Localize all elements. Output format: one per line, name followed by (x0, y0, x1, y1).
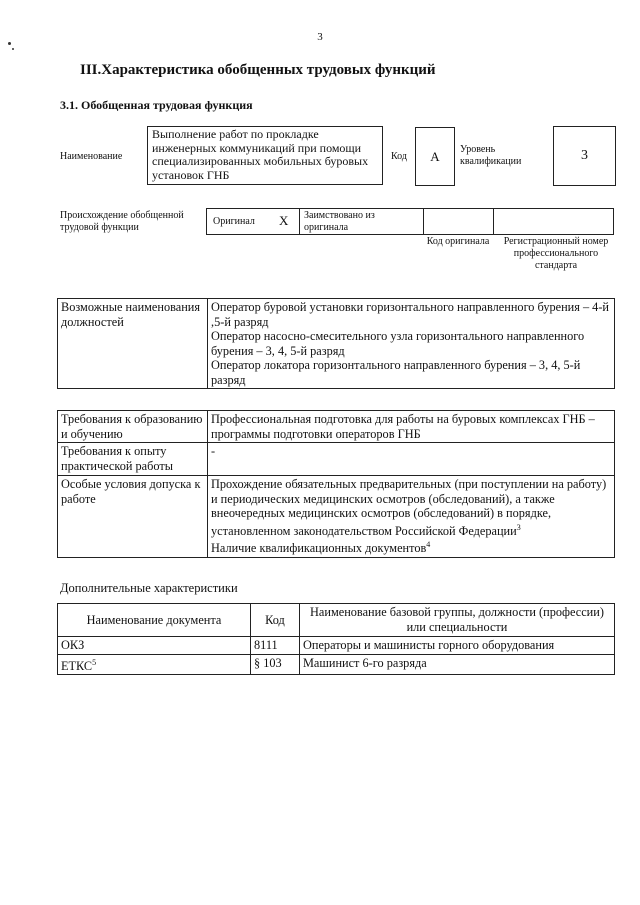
origin-original-label: Оригинал (213, 216, 255, 227)
column-header: Наименование документа (58, 604, 251, 637)
requirement-value: Профессиональная подготовка для работы на буровых комплексах ГНБ – программы подготовки операторов ГНБ (208, 411, 615, 443)
footnote-ref: 4 (426, 540, 431, 550)
positions-table (57, 298, 615, 389)
doc-cell (58, 637, 251, 655)
origin-code-cell (424, 209, 494, 234)
additional-title: Дополнительные характеристики (60, 581, 238, 595)
column-header: Код (251, 604, 300, 637)
table-row (58, 476, 615, 558)
origin-original-cell (207, 209, 300, 234)
additional-table (57, 603, 615, 675)
positions-label: Возможные наименования должностей (58, 299, 208, 389)
name-label: Наименование (60, 151, 123, 162)
code-label: Код (391, 151, 407, 162)
page-number: 3 (317, 31, 323, 43)
table-row (58, 299, 615, 389)
level-box (553, 126, 616, 186)
doc-cell (58, 654, 251, 675)
level-label: Уровень квалификации (460, 144, 522, 167)
code-cell: § 103 (251, 654, 300, 675)
position-line: Оператор буровой установки горизонтального направленного бурения – 4-й ,5-й разряд (211, 300, 610, 329)
origin-reg-cell (494, 209, 614, 234)
requirement-label: Требования к опыту практической работы (58, 443, 208, 476)
table-header-row (58, 604, 615, 637)
origin-table (206, 208, 614, 235)
origin-label: Происхождение обобщенной трудовой функции (60, 210, 184, 233)
name-cell: Машинист 6-го разряда (300, 654, 615, 675)
column-header: Наименование базовой группы, должности (профессии) или специальности (300, 604, 615, 637)
requirements-table (57, 410, 615, 558)
doc-name: ОКЗ (61, 638, 85, 652)
function-name-box: Выполнение работ по прокладке инженерных коммуникаций при помощи специализированных мобильных буровых установок ГНБ (147, 126, 383, 185)
doc-name: ЕТКС (61, 658, 93, 673)
requirement-label: Особые условия допуска к работе (58, 476, 208, 558)
requirement-text: Наличие квалификационных документов (211, 541, 427, 556)
requirement-text: Прохождение обязательных предварительных (при поступлении на работу) и периодических медицинских осмотров (обследований), а также внеочередных медицинских осмотров (обследований) в порядке, установленном законодательством Российской Федерации (211, 477, 607, 538)
table-row (58, 411, 615, 443)
name-cell: Операторы и машинисты горного оборудования (300, 637, 615, 655)
subsection-title: 3.1. Обобщенная трудовая функция (60, 98, 253, 112)
requirement-label: Требования к образованию и обучению (58, 411, 208, 443)
table-row (58, 443, 615, 476)
level-value: 3 (581, 148, 588, 163)
footnote-ref: 3 (516, 522, 521, 532)
requirement-value: - (208, 443, 615, 476)
origin-reg-caption: Регистрационный номер профессионального стандарта (503, 236, 609, 271)
position-line: Оператор насосно-смесительного узла горизонтального направленного бурения – 3, 4, 5-й разряд (211, 329, 585, 358)
origin-borrowed-label: Заимствовано из оригинала (304, 210, 375, 233)
table-row (58, 637, 615, 655)
origin-code-caption: Код оригинала (426, 236, 490, 247)
code-value: A (430, 148, 440, 164)
code-box (415, 127, 455, 186)
code-cell: 8111 (251, 637, 300, 655)
footnote-ref: 5 (92, 657, 97, 667)
origin-borrowed-cell (300, 209, 424, 234)
scan-speck (12, 48, 14, 50)
section-title: III.Характеристика обобщенных трудовых функций (80, 62, 436, 78)
table-row (58, 654, 615, 675)
positions-values (208, 299, 615, 389)
position-line: Оператор локатора горизонтального направленного бурения – 3, 4, 5-й разряд (211, 358, 581, 387)
origin-original-mark: X (279, 213, 289, 228)
requirement-value (208, 476, 615, 558)
